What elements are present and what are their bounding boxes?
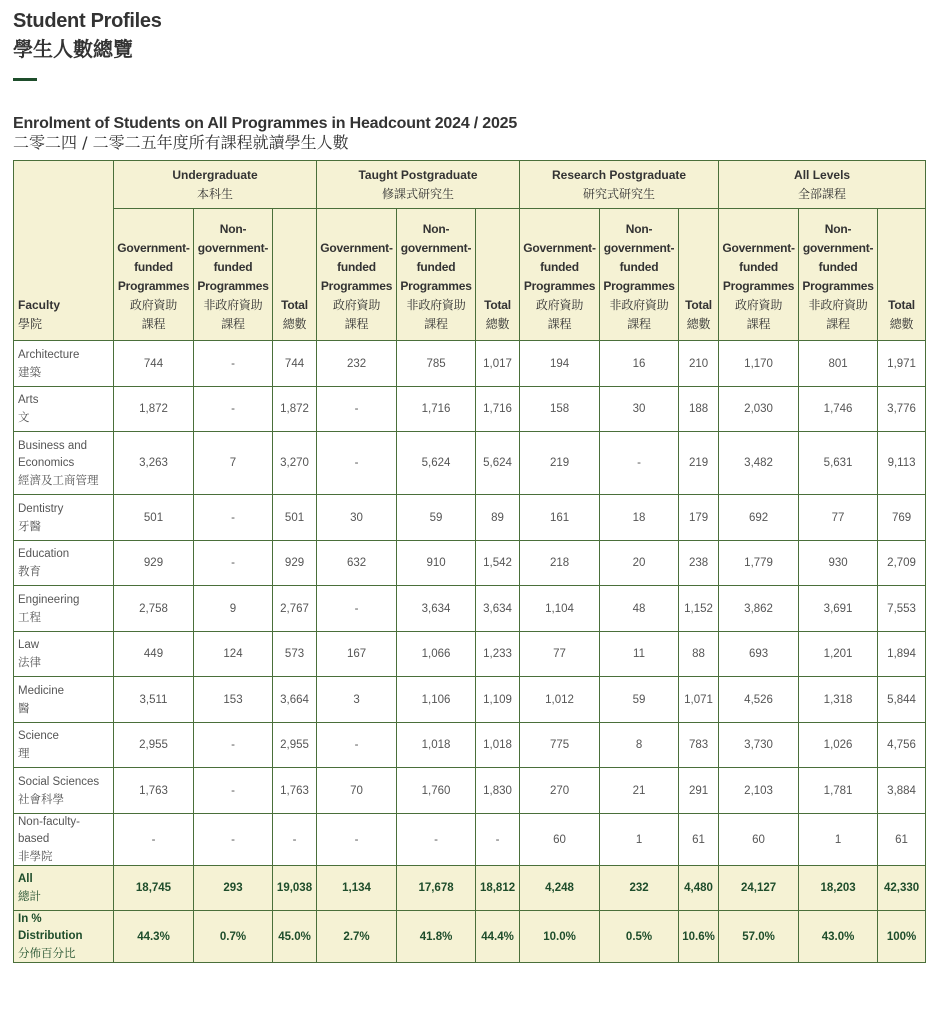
value-cell: 44.3% — [114, 911, 194, 963]
sub-header-non-government-funded — [799, 209, 878, 341]
value-cell: 2.7% — [317, 911, 397, 963]
value-cell: 744 — [273, 341, 317, 387]
faculty-cell — [14, 866, 114, 911]
value-cell: - — [273, 814, 317, 866]
value-cell: - — [317, 586, 397, 632]
value-cell: 1,716 — [476, 387, 520, 432]
group-header-zh: 全部課程 — [798, 186, 847, 201]
value-cell: 18 — [600, 495, 679, 541]
sub-header-zh: 非政府資助 — [808, 298, 868, 312]
table-row — [14, 432, 926, 495]
faculty-header-en: Faculty — [18, 298, 61, 312]
value-cell: 2,767 — [273, 586, 317, 632]
faculty-header — [14, 161, 114, 341]
value-cell: 632 — [317, 541, 397, 586]
faculty-name-zh: 理 — [18, 746, 30, 760]
value-cell: 18,203 — [799, 866, 878, 911]
sub-header-zh: 課程 — [826, 317, 850, 331]
value-cell: 3,776 — [878, 387, 926, 432]
sub-header-text: Non- — [625, 222, 653, 236]
faculty-name-zh: 總計 — [18, 889, 41, 903]
value-cell: 9,113 — [878, 432, 926, 495]
value-cell: 769 — [878, 495, 926, 541]
value-cell: 293 — [194, 866, 273, 911]
sub-header-government-funded — [520, 209, 600, 341]
value-cell: 1,012 — [520, 677, 600, 723]
value-cell: - — [194, 387, 273, 432]
value-cell: 61 — [878, 814, 926, 866]
value-cell: 1,233 — [476, 632, 520, 677]
value-cell: 3,730 — [719, 723, 799, 768]
sub-header-text: Programmes — [603, 279, 675, 293]
group-header-research-postgraduate — [520, 161, 719, 209]
sub-header-text: Total — [888, 298, 915, 312]
value-cell: - — [194, 814, 273, 866]
value-cell: 194 — [520, 341, 600, 387]
value-cell: 210 — [679, 341, 719, 387]
sub-header-text: funded — [739, 260, 778, 274]
sub-header-non-government-funded — [397, 209, 476, 341]
value-cell: - — [317, 432, 397, 495]
value-cell: 24,127 — [719, 866, 799, 911]
value-cell: 1,716 — [397, 387, 476, 432]
value-cell: 1,971 — [878, 341, 926, 387]
value-cell: 1 — [600, 814, 679, 866]
value-cell: 41.8% — [397, 911, 476, 963]
sub-header-government-funded — [317, 209, 397, 341]
sub-header-non-government-funded — [194, 209, 273, 341]
page-title: Student Profiles — [13, 10, 162, 32]
table-row — [14, 495, 926, 541]
faculty-cell — [14, 541, 114, 586]
value-cell: 59 — [397, 495, 476, 541]
value-cell: 89 — [476, 495, 520, 541]
sub-header-government-funded — [114, 209, 194, 341]
value-cell: 2,955 — [114, 723, 194, 768]
value-cell: 70 — [317, 768, 397, 814]
value-cell: 3,884 — [878, 768, 926, 814]
pct-row — [14, 911, 926, 963]
group-header-en: Research Postgraduate — [552, 167, 687, 182]
value-cell: 1,894 — [878, 632, 926, 677]
faculty-name-en: Engineering — [18, 593, 80, 606]
value-cell: 232 — [600, 866, 679, 911]
faculty-name-en: Social Sciences — [18, 775, 100, 788]
value-cell: 4,756 — [878, 723, 926, 768]
sub-header-text: Programmes — [400, 279, 472, 293]
value-cell: 179 — [679, 495, 719, 541]
sub-header-text: Programmes — [722, 279, 795, 293]
value-cell: 60 — [520, 814, 600, 866]
value-cell: 3,862 — [719, 586, 799, 632]
faculty-name-en: Medicine — [18, 684, 65, 697]
value-cell: 1,760 — [397, 768, 476, 814]
sub-header-text: funded — [540, 260, 579, 274]
sub-header-zh: 課程 — [424, 317, 448, 331]
sub-header-text: funded — [134, 260, 173, 274]
faculty-name-en: Business and Economics — [18, 439, 88, 469]
sub-header-text: Government- — [117, 241, 190, 255]
value-cell: 158 — [520, 387, 600, 432]
value-cell: 801 — [799, 341, 878, 387]
value-cell: 188 — [679, 387, 719, 432]
sub-header-total — [273, 209, 317, 341]
faculty-name-en: Architecture — [18, 348, 80, 361]
value-cell: - — [476, 814, 520, 866]
value-cell: 5,624 — [476, 432, 520, 495]
value-cell: 1 — [799, 814, 878, 866]
value-cell: 16 — [600, 341, 679, 387]
sub-header-text: Non- — [422, 222, 450, 236]
value-cell: 1,781 — [799, 768, 878, 814]
faculty-name-zh: 醫 — [18, 700, 30, 715]
sub-header-zh: 課程 — [547, 317, 572, 331]
value-cell: 1,779 — [719, 541, 799, 586]
value-cell: - — [600, 432, 679, 495]
value-cell: 59 — [600, 677, 679, 723]
value-cell: 1,106 — [397, 677, 476, 723]
faculty-name-en: Dentistry — [18, 502, 64, 515]
value-cell: 1,026 — [799, 723, 878, 768]
group-header-en: All Levels — [794, 167, 851, 182]
value-cell: 219 — [520, 432, 600, 495]
sub-header-government-funded — [719, 209, 799, 341]
sub-header-text: government- — [197, 241, 269, 255]
value-cell: 20 — [600, 541, 679, 586]
table-row — [14, 586, 926, 632]
value-cell: 9 — [194, 586, 273, 632]
value-cell: 124 — [194, 632, 273, 677]
value-cell: 1,542 — [476, 541, 520, 586]
faculty-cell — [14, 586, 114, 632]
faculty-name-zh: 非學院 — [18, 849, 53, 863]
sub-header-text: Government- — [722, 241, 795, 255]
value-cell: 2,709 — [878, 541, 926, 586]
value-cell: 11 — [600, 632, 679, 677]
value-cell: 785 — [397, 341, 476, 387]
sub-header-zh: 非政府資助 — [406, 298, 466, 312]
sub-header-zh: 非政府資助 — [609, 298, 669, 312]
group-header-zh: 修課式研究生 — [382, 186, 455, 201]
value-cell: 291 — [679, 768, 719, 814]
faculty-name-en: Non-faculty-based — [18, 816, 80, 845]
sub-header-zh: 課程 — [344, 317, 369, 331]
group-header-zh: 本科生 — [197, 186, 234, 201]
sub-header-text: funded — [337, 260, 376, 274]
value-cell: 501 — [273, 495, 317, 541]
value-cell: 1,746 — [799, 387, 878, 432]
value-cell: 4,526 — [719, 677, 799, 723]
enrolment-table — [13, 160, 926, 963]
sub-header-text: funded — [619, 260, 659, 274]
sub-header-zh: 政府資助 — [129, 298, 178, 312]
value-cell: - — [397, 814, 476, 866]
value-cell: 2,955 — [273, 723, 317, 768]
value-cell: 270 — [520, 768, 600, 814]
sub-header-total — [679, 209, 719, 341]
section-title: Enrolment of Students on All Programmes in Headcount 2024 / 2025 — [13, 115, 518, 132]
value-cell: 1,071 — [679, 677, 719, 723]
table-row — [14, 541, 926, 586]
group-header-zh: 研究式研究生 — [583, 186, 656, 201]
value-cell: - — [194, 495, 273, 541]
sub-header-text: funded — [213, 260, 253, 274]
sub-header-total — [878, 209, 926, 341]
faculty-cell — [14, 814, 114, 866]
value-cell: - — [317, 387, 397, 432]
faculty-name-zh: 分佈百分比 — [18, 946, 76, 960]
value-cell: 573 — [273, 632, 317, 677]
faculty-name-zh: 牙醫 — [18, 518, 41, 533]
faculty-name-zh: 社會科學 — [18, 791, 64, 806]
value-cell: 1,018 — [476, 723, 520, 768]
value-cell: 910 — [397, 541, 476, 586]
value-cell: 501 — [114, 495, 194, 541]
sub-header-text: Total — [281, 298, 308, 312]
value-cell: 3,691 — [799, 586, 878, 632]
group-header-row — [14, 161, 926, 209]
sub-header-zh: 政府資助 — [535, 298, 584, 312]
sub-header-zh: 總數 — [686, 317, 711, 331]
value-cell: 929 — [114, 541, 194, 586]
value-cell: - — [317, 723, 397, 768]
value-cell: 42,330 — [878, 866, 926, 911]
table-head — [14, 161, 926, 341]
sub-header-text: Non- — [824, 222, 852, 236]
value-cell: 19,038 — [273, 866, 317, 911]
sub-header-text: funded — [818, 260, 858, 274]
value-cell: 167 — [317, 632, 397, 677]
value-cell: 1,018 — [397, 723, 476, 768]
value-cell: 1,763 — [273, 768, 317, 814]
value-cell: 232 — [317, 341, 397, 387]
table-row — [14, 341, 926, 387]
sub-header-text: government- — [802, 241, 874, 255]
value-cell: 218 — [520, 541, 600, 586]
group-header-taught-postgraduate — [317, 161, 520, 209]
faculty-name-zh: 經濟及工商管理 — [18, 472, 99, 487]
value-cell: 43.0% — [799, 911, 878, 963]
sub-header-zh: 政府資助 — [332, 298, 381, 312]
value-cell: 1,763 — [114, 768, 194, 814]
value-cell: 449 — [114, 632, 194, 677]
faculty-cell — [14, 341, 114, 387]
value-cell: 775 — [520, 723, 600, 768]
value-cell: 161 — [520, 495, 600, 541]
faculty-cell — [14, 677, 114, 723]
value-cell: 30 — [317, 495, 397, 541]
value-cell: 692 — [719, 495, 799, 541]
title-accent-divider — [13, 78, 37, 81]
faculty-cell — [14, 768, 114, 814]
value-cell: 60 — [719, 814, 799, 866]
faculty-name-en: Science — [18, 730, 59, 742]
sub-header-zh: 課程 — [221, 317, 245, 331]
sub-header-text: Government- — [523, 241, 596, 255]
table-body — [14, 341, 926, 963]
table-row — [14, 387, 926, 432]
value-cell: 3,634 — [476, 586, 520, 632]
value-cell: 0.5% — [600, 911, 679, 963]
value-cell: 5,631 — [799, 432, 878, 495]
sub-header-text: Programmes — [117, 279, 190, 293]
table-row — [14, 632, 926, 677]
value-cell: 5,844 — [878, 677, 926, 723]
value-cell: 10.6% — [679, 911, 719, 963]
value-cell: 3,482 — [719, 432, 799, 495]
value-cell: 57.0% — [719, 911, 799, 963]
faculty-name-zh: 文 — [18, 410, 30, 424]
faculty-name-en: In % Distribution — [18, 913, 83, 942]
value-cell: - — [194, 723, 273, 768]
value-cell: 693 — [719, 632, 799, 677]
value-cell: 4,248 — [520, 866, 600, 911]
value-cell: 17,678 — [397, 866, 476, 911]
section-title-zh: 二零二四 / 二零二五年度所有課程就讀學生人數 — [13, 133, 349, 152]
sub-header-text: Non- — [219, 222, 247, 236]
value-cell: - — [194, 768, 273, 814]
faculty-cell — [14, 495, 114, 541]
sub-header-non-government-funded — [600, 209, 679, 341]
value-cell: 5,624 — [397, 432, 476, 495]
faculty-name-zh: 工程 — [18, 609, 41, 624]
value-cell: 1,170 — [719, 341, 799, 387]
value-cell: 1,017 — [476, 341, 520, 387]
faculty-cell — [14, 911, 114, 963]
value-cell: 744 — [114, 341, 194, 387]
value-cell: 1,830 — [476, 768, 520, 814]
value-cell: 2,758 — [114, 586, 194, 632]
value-cell: 44.4% — [476, 911, 520, 963]
value-cell: 7,553 — [878, 586, 926, 632]
value-cell: 77 — [520, 632, 600, 677]
value-cell: 45.0% — [273, 911, 317, 963]
group-header-en: Undergraduate — [172, 167, 258, 182]
group-header-undergraduate — [114, 161, 317, 209]
faculty-name-zh: 教育 — [18, 564, 41, 578]
total-row — [14, 866, 926, 911]
faculty-cell — [14, 387, 114, 432]
value-cell: 1,872 — [273, 387, 317, 432]
value-cell: 21 — [600, 768, 679, 814]
page-title-zh: 學生人數總覽 — [13, 37, 133, 61]
value-cell: 153 — [194, 677, 273, 723]
value-cell: - — [194, 541, 273, 586]
value-cell: 2,103 — [719, 768, 799, 814]
value-cell: 18,812 — [476, 866, 520, 911]
value-cell: 3,664 — [273, 677, 317, 723]
value-cell: 238 — [679, 541, 719, 586]
value-cell: 3,270 — [273, 432, 317, 495]
faculty-name-en: Education — [18, 548, 70, 560]
sub-header-zh: 非政府資助 — [203, 298, 263, 312]
value-cell: 8 — [600, 723, 679, 768]
value-cell: 4,480 — [679, 866, 719, 911]
sub-header-total — [476, 209, 520, 341]
faculty-header-zh: 學院 — [18, 317, 43, 331]
sub-header-text: Programmes — [523, 279, 596, 293]
sub-header-row — [14, 209, 926, 341]
value-cell: 3,263 — [114, 432, 194, 495]
table-row — [14, 677, 926, 723]
sub-header-text: government- — [400, 241, 472, 255]
sub-header-text: Programmes — [802, 279, 874, 293]
value-cell: 77 — [799, 495, 878, 541]
value-cell: 0.7% — [194, 911, 273, 963]
faculty-name-en: Law — [18, 639, 40, 651]
value-cell: 219 — [679, 432, 719, 495]
value-cell: 929 — [273, 541, 317, 586]
value-cell: 1,066 — [397, 632, 476, 677]
sub-header-zh: 總數 — [485, 317, 510, 331]
faculty-cell — [14, 432, 114, 495]
table-row — [14, 814, 926, 866]
value-cell: 1,109 — [476, 677, 520, 723]
value-cell: 3 — [317, 677, 397, 723]
value-cell: 930 — [799, 541, 878, 586]
sub-header-text: funded — [416, 260, 456, 274]
sub-header-zh: 課程 — [746, 317, 771, 331]
value-cell: 3,634 — [397, 586, 476, 632]
value-cell: 10.0% — [520, 911, 600, 963]
value-cell: 1,872 — [114, 387, 194, 432]
value-cell: 1,318 — [799, 677, 878, 723]
value-cell: 61 — [679, 814, 719, 866]
sub-header-text: Programmes — [320, 279, 393, 293]
sub-header-text: Total — [484, 298, 511, 312]
value-cell: - — [194, 341, 273, 387]
table-row — [14, 768, 926, 814]
sub-header-text: Government- — [320, 241, 393, 255]
faculty-name-zh: 建築 — [18, 364, 41, 379]
value-cell: - — [114, 814, 194, 866]
faculty-name-zh: 法律 — [18, 655, 41, 669]
sub-header-zh: 課程 — [627, 317, 651, 331]
value-cell: 100% — [878, 911, 926, 963]
value-cell: 3,511 — [114, 677, 194, 723]
value-cell: 30 — [600, 387, 679, 432]
sub-header-zh: 課程 — [141, 317, 166, 331]
value-cell: 18,745 — [114, 866, 194, 911]
faculty-name-en: All — [18, 873, 33, 885]
sub-header-zh: 政府資助 — [734, 298, 783, 312]
sub-header-zh: 總數 — [889, 317, 914, 331]
value-cell: 88 — [679, 632, 719, 677]
value-cell: 783 — [679, 723, 719, 768]
faculty-cell — [14, 723, 114, 768]
value-cell: 1,152 — [679, 586, 719, 632]
faculty-name-en: Arts — [18, 394, 39, 406]
table-row — [14, 723, 926, 768]
value-cell: 1,134 — [317, 866, 397, 911]
faculty-cell — [14, 632, 114, 677]
sub-header-text: Total — [685, 298, 712, 312]
value-cell: 48 — [600, 586, 679, 632]
sub-header-text: Programmes — [197, 279, 269, 293]
sub-header-text: government- — [603, 241, 675, 255]
group-header-all-levels — [719, 161, 926, 209]
value-cell: - — [317, 814, 397, 866]
value-cell: 1,104 — [520, 586, 600, 632]
value-cell: 2,030 — [719, 387, 799, 432]
value-cell: 1,201 — [799, 632, 878, 677]
group-header-en: Taught Postgraduate — [358, 167, 478, 182]
value-cell: 7 — [194, 432, 273, 495]
sub-header-zh: 總數 — [282, 317, 307, 331]
